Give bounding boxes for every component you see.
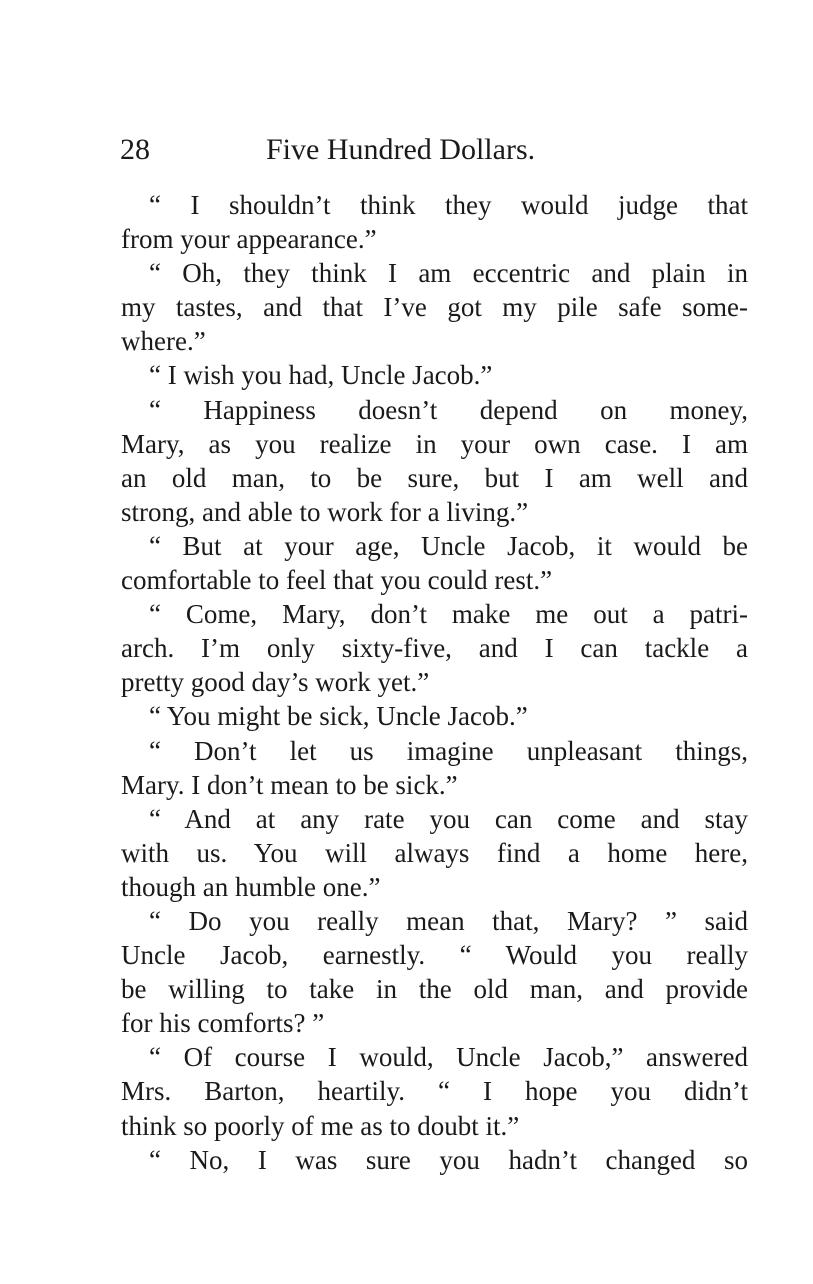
page-header bbox=[120, 130, 620, 170]
text-line: think so poorly of me as to doubt it.” bbox=[121, 1110, 520, 1141]
text-line: where.” bbox=[121, 326, 206, 357]
page-number: 28 bbox=[120, 133, 150, 166]
text-line: “ Come, Mary, don’t make me out a patri- bbox=[149, 599, 748, 630]
text-line: “ Oh, they think I am eccentric and plain in bbox=[149, 258, 748, 289]
running-title: Five Hundred Dollars. bbox=[266, 133, 536, 166]
text-line: “ Don’t let us imagine unpleasant things, bbox=[149, 735, 748, 766]
text-line: pretty good day’s work yet.” bbox=[121, 667, 430, 698]
text-line: comfortable to feel that you could rest.” bbox=[121, 565, 553, 596]
text-line: “ You might be sick, Uncle Jacob.” bbox=[149, 701, 528, 732]
text-line: be willing to take in the old man, and provide bbox=[121, 974, 748, 1005]
text-line: “ Happiness doesn’t depend on money, bbox=[149, 394, 748, 425]
text-line: for his comforts? ” bbox=[121, 1008, 325, 1039]
text-line: arch. I’m only sixty-five, and I can tackle a bbox=[121, 633, 748, 664]
text-line: with us. You will always find a home here, bbox=[121, 837, 748, 868]
body-text bbox=[121, 188, 748, 1177]
text-line: “ But at your age, Uncle Jacob, it would be bbox=[149, 530, 748, 561]
text-line: my tastes, and that I’ve got my pile safe some- bbox=[121, 292, 748, 323]
text-line: Mary, as you realize in your own case. I am bbox=[121, 428, 748, 459]
text-line: “ I wish you had, Uncle Jacob.” bbox=[149, 360, 493, 391]
text-line: “ I shouldn’t think they would judge that bbox=[149, 190, 748, 220]
text-line: Mary. I don’t mean to be sick.” bbox=[121, 769, 458, 800]
text-line: “ And at any rate you can come and stay bbox=[149, 803, 748, 834]
text-line: Uncle Jacob, earnestly. “ Would you really bbox=[121, 940, 748, 971]
text-line: “ Of course I would, Uncle Jacob,” answered bbox=[149, 1042, 748, 1073]
text-line: strong, and able to work for a living.” bbox=[121, 496, 529, 527]
text-line: “ Do you really mean that, Mary? ” said bbox=[149, 905, 748, 936]
text-line: an old man, to be sure, but I am well and bbox=[121, 462, 748, 493]
text-line: though an humble one.” bbox=[121, 871, 381, 902]
text-line: “ No, I was sure you hadn’t changed so bbox=[149, 1144, 748, 1175]
text-line: from your appearance.” bbox=[121, 224, 377, 255]
text-line: Mrs. Barton, heartily. “ I hope you didn’t bbox=[121, 1076, 748, 1107]
